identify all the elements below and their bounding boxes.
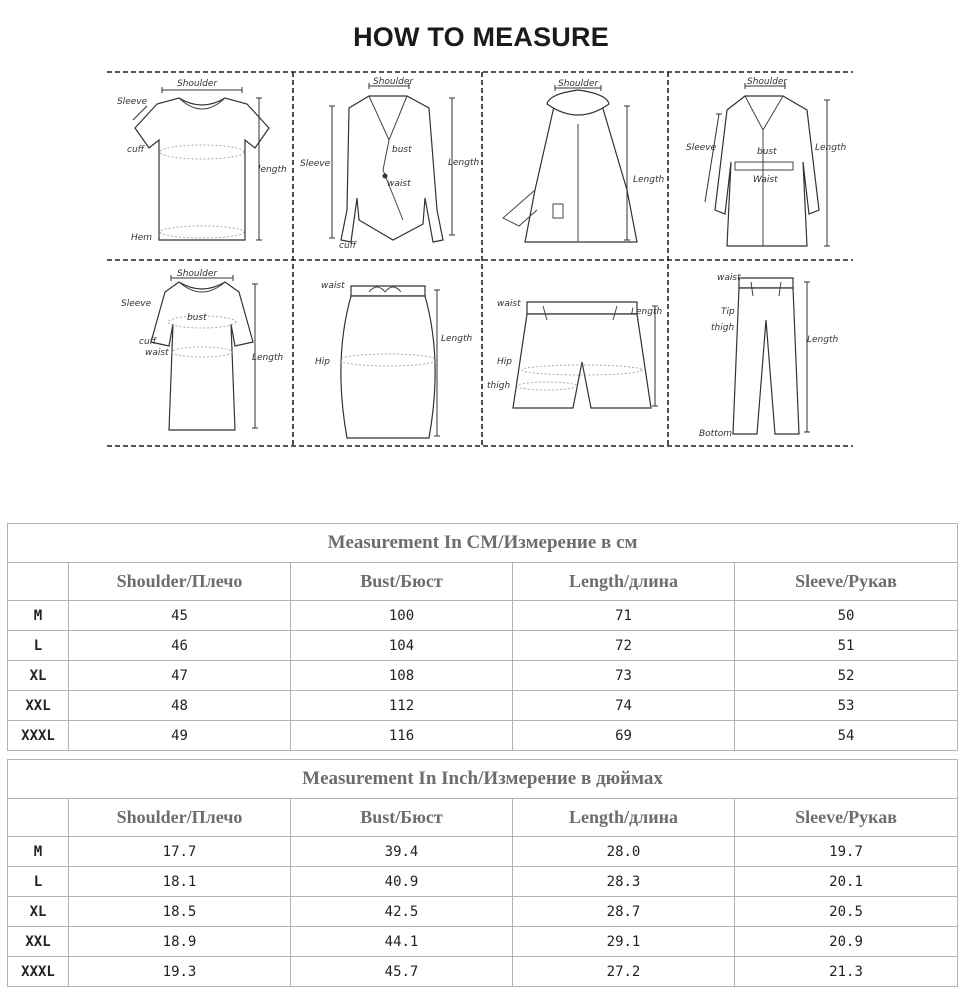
header-size <box>8 799 69 837</box>
bust-cell: 45.7 <box>291 957 513 987</box>
bust-label: bust <box>392 145 412 155</box>
size-cell: M <box>8 601 69 631</box>
length-cell: 73 <box>513 661 735 691</box>
table-row <box>8 661 958 691</box>
sleeve-cell: 50 <box>735 601 958 631</box>
table-row <box>8 867 958 897</box>
shoulder-cell: 48 <box>69 691 291 721</box>
sleeve-cell: 21.3 <box>735 957 958 987</box>
sleeve-cell: 52 <box>735 661 958 691</box>
sleeve-cell: 20.5 <box>735 897 958 927</box>
skirt-drawing <box>315 281 472 438</box>
cuff-label: cuff <box>127 145 145 155</box>
table-row <box>8 837 958 867</box>
waist-label: waist <box>387 179 411 189</box>
waist-label: waist <box>497 299 521 309</box>
shoulder-label: Shoulder <box>373 77 414 87</box>
length-label: Length <box>631 307 663 317</box>
table-caption: Measurement In CM/Измерение в см <box>8 524 958 563</box>
length-cell: 27.2 <box>513 957 735 987</box>
length-cell: 28.0 <box>513 837 735 867</box>
shoulder-label: Shoulder <box>558 79 599 89</box>
table-row <box>8 691 958 721</box>
shoulder-label: Shoulder <box>177 269 218 279</box>
shoulder-cell: 46 <box>69 631 291 661</box>
size-table-inch <box>7 759 958 987</box>
length-label: Length <box>815 143 847 153</box>
length-label: Length <box>633 175 665 185</box>
shorts-drawing <box>487 299 662 408</box>
thigh-label: thigh <box>711 323 735 333</box>
sleeve-label: Sleeve <box>117 97 148 107</box>
pants-drawing <box>699 273 838 439</box>
length-cell: 28.7 <box>513 897 735 927</box>
sleeve-cell: 20.9 <box>735 927 958 957</box>
size-cell: XXL <box>8 691 69 721</box>
bust-label: bust <box>757 147 777 157</box>
size-cell: M <box>8 837 69 867</box>
table-row <box>8 957 958 987</box>
hip-label: Hip <box>315 357 330 367</box>
table-row <box>8 601 958 631</box>
table-row <box>8 927 958 957</box>
waist-label: Waist <box>753 175 778 185</box>
shoulder-label: Shoulder <box>177 79 218 89</box>
length-label: Length <box>448 158 480 168</box>
sleeve-cell: 20.1 <box>735 867 958 897</box>
thigh-label: thigh <box>487 381 511 391</box>
header-length: Length/длина <box>513 799 735 837</box>
sleeve-cell: 19.7 <box>735 837 958 867</box>
bust-cell: 40.9 <box>291 867 513 897</box>
length-cell: 74 <box>513 691 735 721</box>
length-label: length <box>258 165 287 175</box>
header-sleeve: Sleeve/Рукав <box>735 563 958 601</box>
table-header-row <box>8 563 958 601</box>
length-label: Length <box>252 353 284 363</box>
tshirt-drawing <box>117 79 287 243</box>
sleeve-label: Sleeve <box>121 299 152 309</box>
shoulder-label: Shoulder <box>747 77 788 87</box>
table-caption: Measurement In Inch/Измерение в дюймах <box>8 760 958 799</box>
shoulder-cell: 18.1 <box>69 867 291 897</box>
dress-drawing <box>121 269 283 430</box>
shoulder-cell: 17.7 <box>69 837 291 867</box>
bust-cell: 112 <box>291 691 513 721</box>
sleeve-cell: 51 <box>735 631 958 661</box>
page-title: HOW TO MEASURE <box>353 22 609 52</box>
shoulder-cell: 19.3 <box>69 957 291 987</box>
shoulder-cell: 45 <box>69 601 291 631</box>
sleeve-label: Sleeve <box>686 143 717 153</box>
shoulder-cell: 18.5 <box>69 897 291 927</box>
size-cell: XL <box>8 661 69 691</box>
cuff-label: cuff <box>339 241 357 251</box>
bust-cell: 44.1 <box>291 927 513 957</box>
sleeve-cell: 53 <box>735 691 958 721</box>
length-cell: 69 <box>513 721 735 751</box>
table-header-row <box>8 799 958 837</box>
header-shoulder: Shoulder/Плечо <box>69 799 291 837</box>
tip-label: Tip <box>721 307 735 317</box>
size-cell: XXL <box>8 927 69 957</box>
table-row <box>8 721 958 751</box>
size-cell: XXXL <box>8 957 69 987</box>
measurement-guide-illustration <box>107 70 855 452</box>
waist-label: waist <box>717 273 741 283</box>
size-cell: XL <box>8 897 69 927</box>
length-label: Length <box>807 335 839 345</box>
bottom-label: Bottom <box>699 429 733 439</box>
shoulder-cell: 49 <box>69 721 291 751</box>
size-cell: L <box>8 631 69 661</box>
length-label: Length <box>441 334 473 344</box>
bust-cell: 104 <box>291 631 513 661</box>
header-length: Length/длина <box>513 563 735 601</box>
header-bust: Bust/Бюст <box>291 799 513 837</box>
size-cell: L <box>8 867 69 897</box>
shoulder-cell: 47 <box>69 661 291 691</box>
size-table-cm <box>7 523 958 751</box>
hip-label: Hip <box>497 357 512 367</box>
waist-label: waist <box>145 348 169 358</box>
blazer-drawing <box>300 77 479 251</box>
bust-cell: 116 <box>291 721 513 751</box>
sleeve-cell: 54 <box>735 721 958 751</box>
waist-label: waist <box>321 281 345 291</box>
table-row <box>8 631 958 661</box>
sleeve-label: Sleeve <box>300 159 331 169</box>
cape-drawing <box>503 79 664 242</box>
shoulder-cell: 18.9 <box>69 927 291 957</box>
header-sleeve: Sleeve/Рукав <box>735 799 958 837</box>
cuff-label: cuff <box>139 337 157 347</box>
length-cell: 28.3 <box>513 867 735 897</box>
hem-label: Hem <box>131 233 153 243</box>
header-shoulder: Shoulder/Плечо <box>69 563 291 601</box>
length-cell: 29.1 <box>513 927 735 957</box>
coat-drawing <box>686 77 846 246</box>
bust-cell: 108 <box>291 661 513 691</box>
length-cell: 72 <box>513 631 735 661</box>
bust-cell: 100 <box>291 601 513 631</box>
header-size <box>8 563 69 601</box>
table-row <box>8 897 958 927</box>
bust-label: bust <box>187 313 207 323</box>
bust-cell: 42.5 <box>291 897 513 927</box>
header-bust: Bust/Бюст <box>291 563 513 601</box>
bust-cell: 39.4 <box>291 837 513 867</box>
length-cell: 71 <box>513 601 735 631</box>
size-cell: XXXL <box>8 721 69 751</box>
